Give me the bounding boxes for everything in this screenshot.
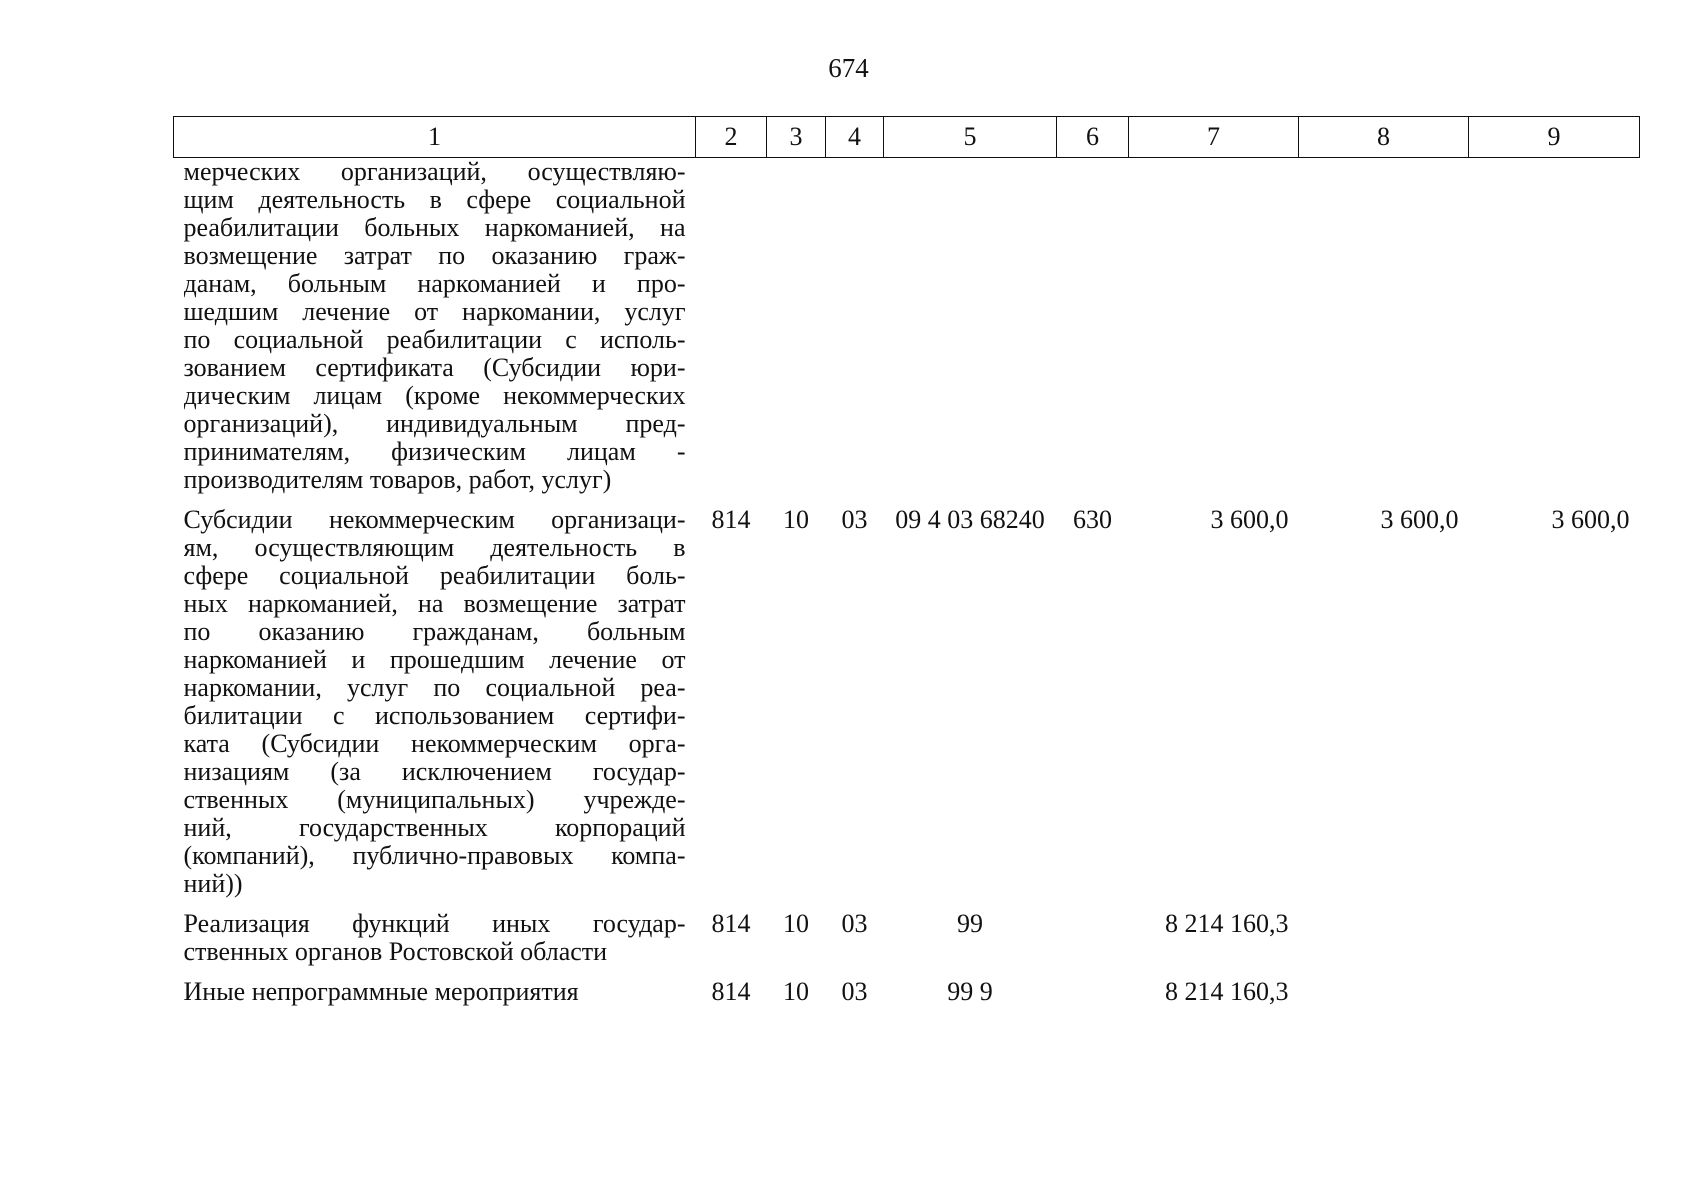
- row-description: [174, 494, 696, 898]
- table-row: [174, 494, 1640, 898]
- description-line: ственных (муниципальных) учрежде-: [183, 786, 686, 814]
- description-line: ных наркоманией, на возмещение затрат: [183, 590, 686, 618]
- column-header-9: 9: [1469, 117, 1640, 158]
- cell-expense-type-code: [1057, 898, 1129, 966]
- description-line: билитации с использованием сертифи-: [183, 702, 686, 730]
- cell-amount-7: [1129, 158, 1299, 495]
- description-line: реабилитации больных наркоманией, на: [183, 214, 686, 242]
- cell-subsection-code: [826, 158, 884, 495]
- cell-amount-9: [1469, 898, 1640, 966]
- description-line: сфере социальной реабилитации боль-: [183, 562, 686, 590]
- cell-expense-type-code: [1057, 966, 1129, 1006]
- cell-subsection-code: 03: [841, 977, 868, 1006]
- description-line: по социальной реабилитации с исполь-: [183, 326, 686, 354]
- cell-section-code: 10: [783, 909, 809, 938]
- cell-amount-9: [1469, 158, 1640, 495]
- description-line: наркоманией и прошедшим лечение от: [183, 646, 686, 674]
- cell-ministry-code: 814: [711, 505, 751, 534]
- column-header-5: 5: [884, 117, 1057, 158]
- cell-ministry-code: [696, 158, 767, 495]
- cell-amount-8: [1299, 158, 1469, 495]
- description-line: Субсидии некоммерческим организаци-: [183, 506, 686, 534]
- column-header-6: 6: [1057, 117, 1129, 158]
- description-line: зованием сертификата (Субсидии юри-: [183, 354, 686, 382]
- description-line: наркомании, услуг по социальной реа-: [183, 674, 686, 702]
- description-line: по оказанию гражданам, больным: [183, 618, 686, 646]
- cell-section-code: 10: [783, 505, 809, 534]
- column-header-4: 4: [826, 117, 884, 158]
- row-description: [174, 898, 696, 966]
- table-header-row: [174, 117, 1640, 158]
- cell-amount-8: [1299, 966, 1469, 1006]
- cell-subsection-code: 03: [841, 505, 868, 534]
- description-line: данам, больным наркоманией и про-: [183, 270, 686, 298]
- cell-expense-type-code: 630: [1073, 505, 1112, 534]
- description-line: принимателям, физическим лицам -: [183, 438, 686, 466]
- cell-section-code: [767, 158, 826, 495]
- description-line: шедшим лечение от наркомании, услуг: [183, 298, 686, 326]
- cell-amount-7: 8 214 160,3: [1165, 909, 1289, 938]
- column-header-1: 1: [174, 117, 696, 158]
- page-number: 674: [828, 53, 869, 83]
- cell-subsection-code: 03: [841, 909, 868, 938]
- description-line: Реализация функций иных государ-: [183, 910, 686, 938]
- cell-target-article-code: 99: [957, 909, 983, 938]
- column-header-8: 8: [1299, 117, 1469, 158]
- table-row: [174, 966, 1640, 1006]
- cell-amount-8: [1299, 898, 1469, 966]
- column-header-3: 3: [767, 117, 826, 158]
- description-line: ям, осуществляющим деятельность в: [183, 534, 686, 562]
- description-line: ний, государственных корпораций: [183, 814, 686, 842]
- description-line: Иные непрограммные мероприятия: [183, 978, 579, 1006]
- cell-section-code: 10: [783, 977, 809, 1006]
- description-line: организаций), индивидуальным пред-: [183, 410, 686, 438]
- cell-amount-9: 3 600,0: [1551, 505, 1630, 534]
- budget-table: [173, 116, 1640, 1006]
- description-line: ственных органов Ростовской области: [183, 938, 608, 966]
- description-line: мерческих организаций, осуществляю-: [183, 158, 686, 186]
- cell-amount-8: 3 600,0: [1380, 505, 1459, 534]
- description-line: низациям (за исключением государ-: [183, 758, 686, 786]
- description-line: производителям товаров, работ, услуг): [183, 466, 612, 494]
- cell-amount-7: 8 214 160,3: [1165, 977, 1289, 1006]
- cell-target-article-code: 99 9: [947, 977, 993, 1006]
- cell-ministry-code: 814: [711, 977, 751, 1006]
- cell-target-article-code: 09 4 03 68240: [895, 505, 1045, 534]
- column-header-7: 7: [1129, 117, 1299, 158]
- column-header-2: 2: [696, 117, 767, 158]
- table-row: [174, 898, 1640, 966]
- cell-target-article-code: [884, 158, 1057, 495]
- table-row: [174, 158, 1640, 495]
- description-line: ката (Субсидии некоммерческим орга-: [183, 730, 686, 758]
- description-line: щим деятельность в сфере социальной: [183, 186, 686, 214]
- row-description: [174, 966, 696, 1006]
- cell-expense-type-code: [1057, 158, 1129, 495]
- cell-ministry-code: 814: [711, 909, 751, 938]
- description-line: ний)): [183, 870, 243, 898]
- cell-amount-9: [1469, 966, 1640, 1006]
- cell-amount-7: 3 600,0: [1210, 505, 1289, 534]
- row-description: [174, 158, 696, 495]
- description-line: возмещение затрат по оказанию граж-: [183, 242, 686, 270]
- description-line: дическим лицам (кроме некоммерческих: [183, 382, 686, 410]
- description-line: (компаний), публично-правовых компа-: [183, 842, 686, 870]
